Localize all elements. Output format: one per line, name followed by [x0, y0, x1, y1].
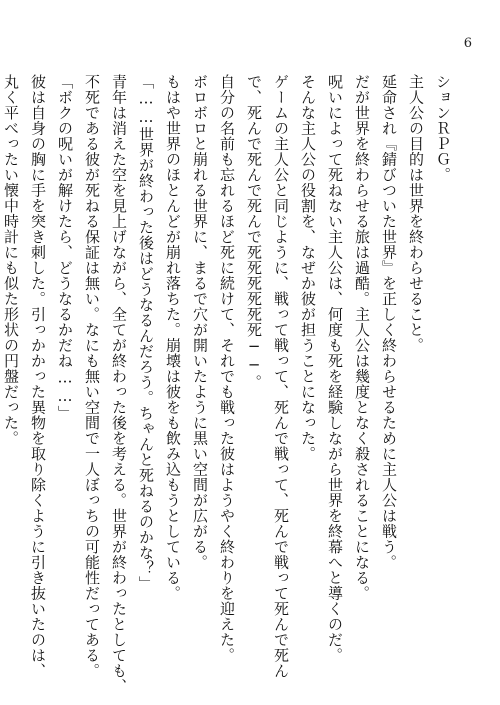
text-line: ボロボロと崩れる世界に、まるで穴が開いたように黒い空間が広がる。: [191, 74, 209, 570]
text-line: 「……世界が終わった後はどうなるんだろう。ちゃんと死ねるのかな？」: [137, 74, 155, 592]
text-line: 「ボクの呪いが解けたら、どうなるかだね……」: [56, 74, 74, 421]
text-line: そんな主人公の役割を、なぜか彼が担うことになった。: [299, 74, 317, 462]
text-line: もはや世界のほとんどが崩れ落ちた。崩壊は彼をも飲み込もうとしている。: [164, 74, 182, 601]
page-number: 6: [463, 36, 472, 51]
text-line: 彼は自身の胸に手を突き刺した。引っかかった異物を取り除くように引き抜いたのは、: [29, 74, 47, 679]
text-line: ションＲＰＧ。: [434, 74, 452, 183]
text-line: 不死である彼が死ねる保証は無い。なにも無い空間で一人ぼっちの可能性だってある。: [83, 74, 101, 679]
text-line: だが世界を終わらせる旅は過酷。主人公は幾度となく殺されることになる。: [353, 74, 371, 601]
text-line: 呪いによって死ねない主人公は、何度も死を経験しながら世界を終幕へと導くのだ。: [326, 74, 344, 663]
text-line: 丸く平べったい懐中時計にも似た形状の円盤だった。: [2, 74, 20, 446]
text-line: 延命され『錆びついた世界』を正しく終わらせるために主人公は戦う。: [380, 74, 398, 570]
body-text: [2, 74, 456, 694]
text-line: 主人公の目的は世界を終わらせること。: [407, 74, 425, 353]
text-line: ゲームの主人公と同じように、戦って戦って、死んで戦って、死んで戦って死んで死ん: [272, 74, 290, 679]
text-line: 青年は消えた空を見上げながら、全てが終わった後を考える。世界が終わったとしても、: [110, 74, 128, 694]
text-line: で、死んで死んで死んで死死死死死死──。: [245, 74, 263, 390]
text-line: 自分の名前も忘れるほど死に続けて、それでも戦った彼はようやく終わりを迎えた。: [218, 74, 236, 663]
